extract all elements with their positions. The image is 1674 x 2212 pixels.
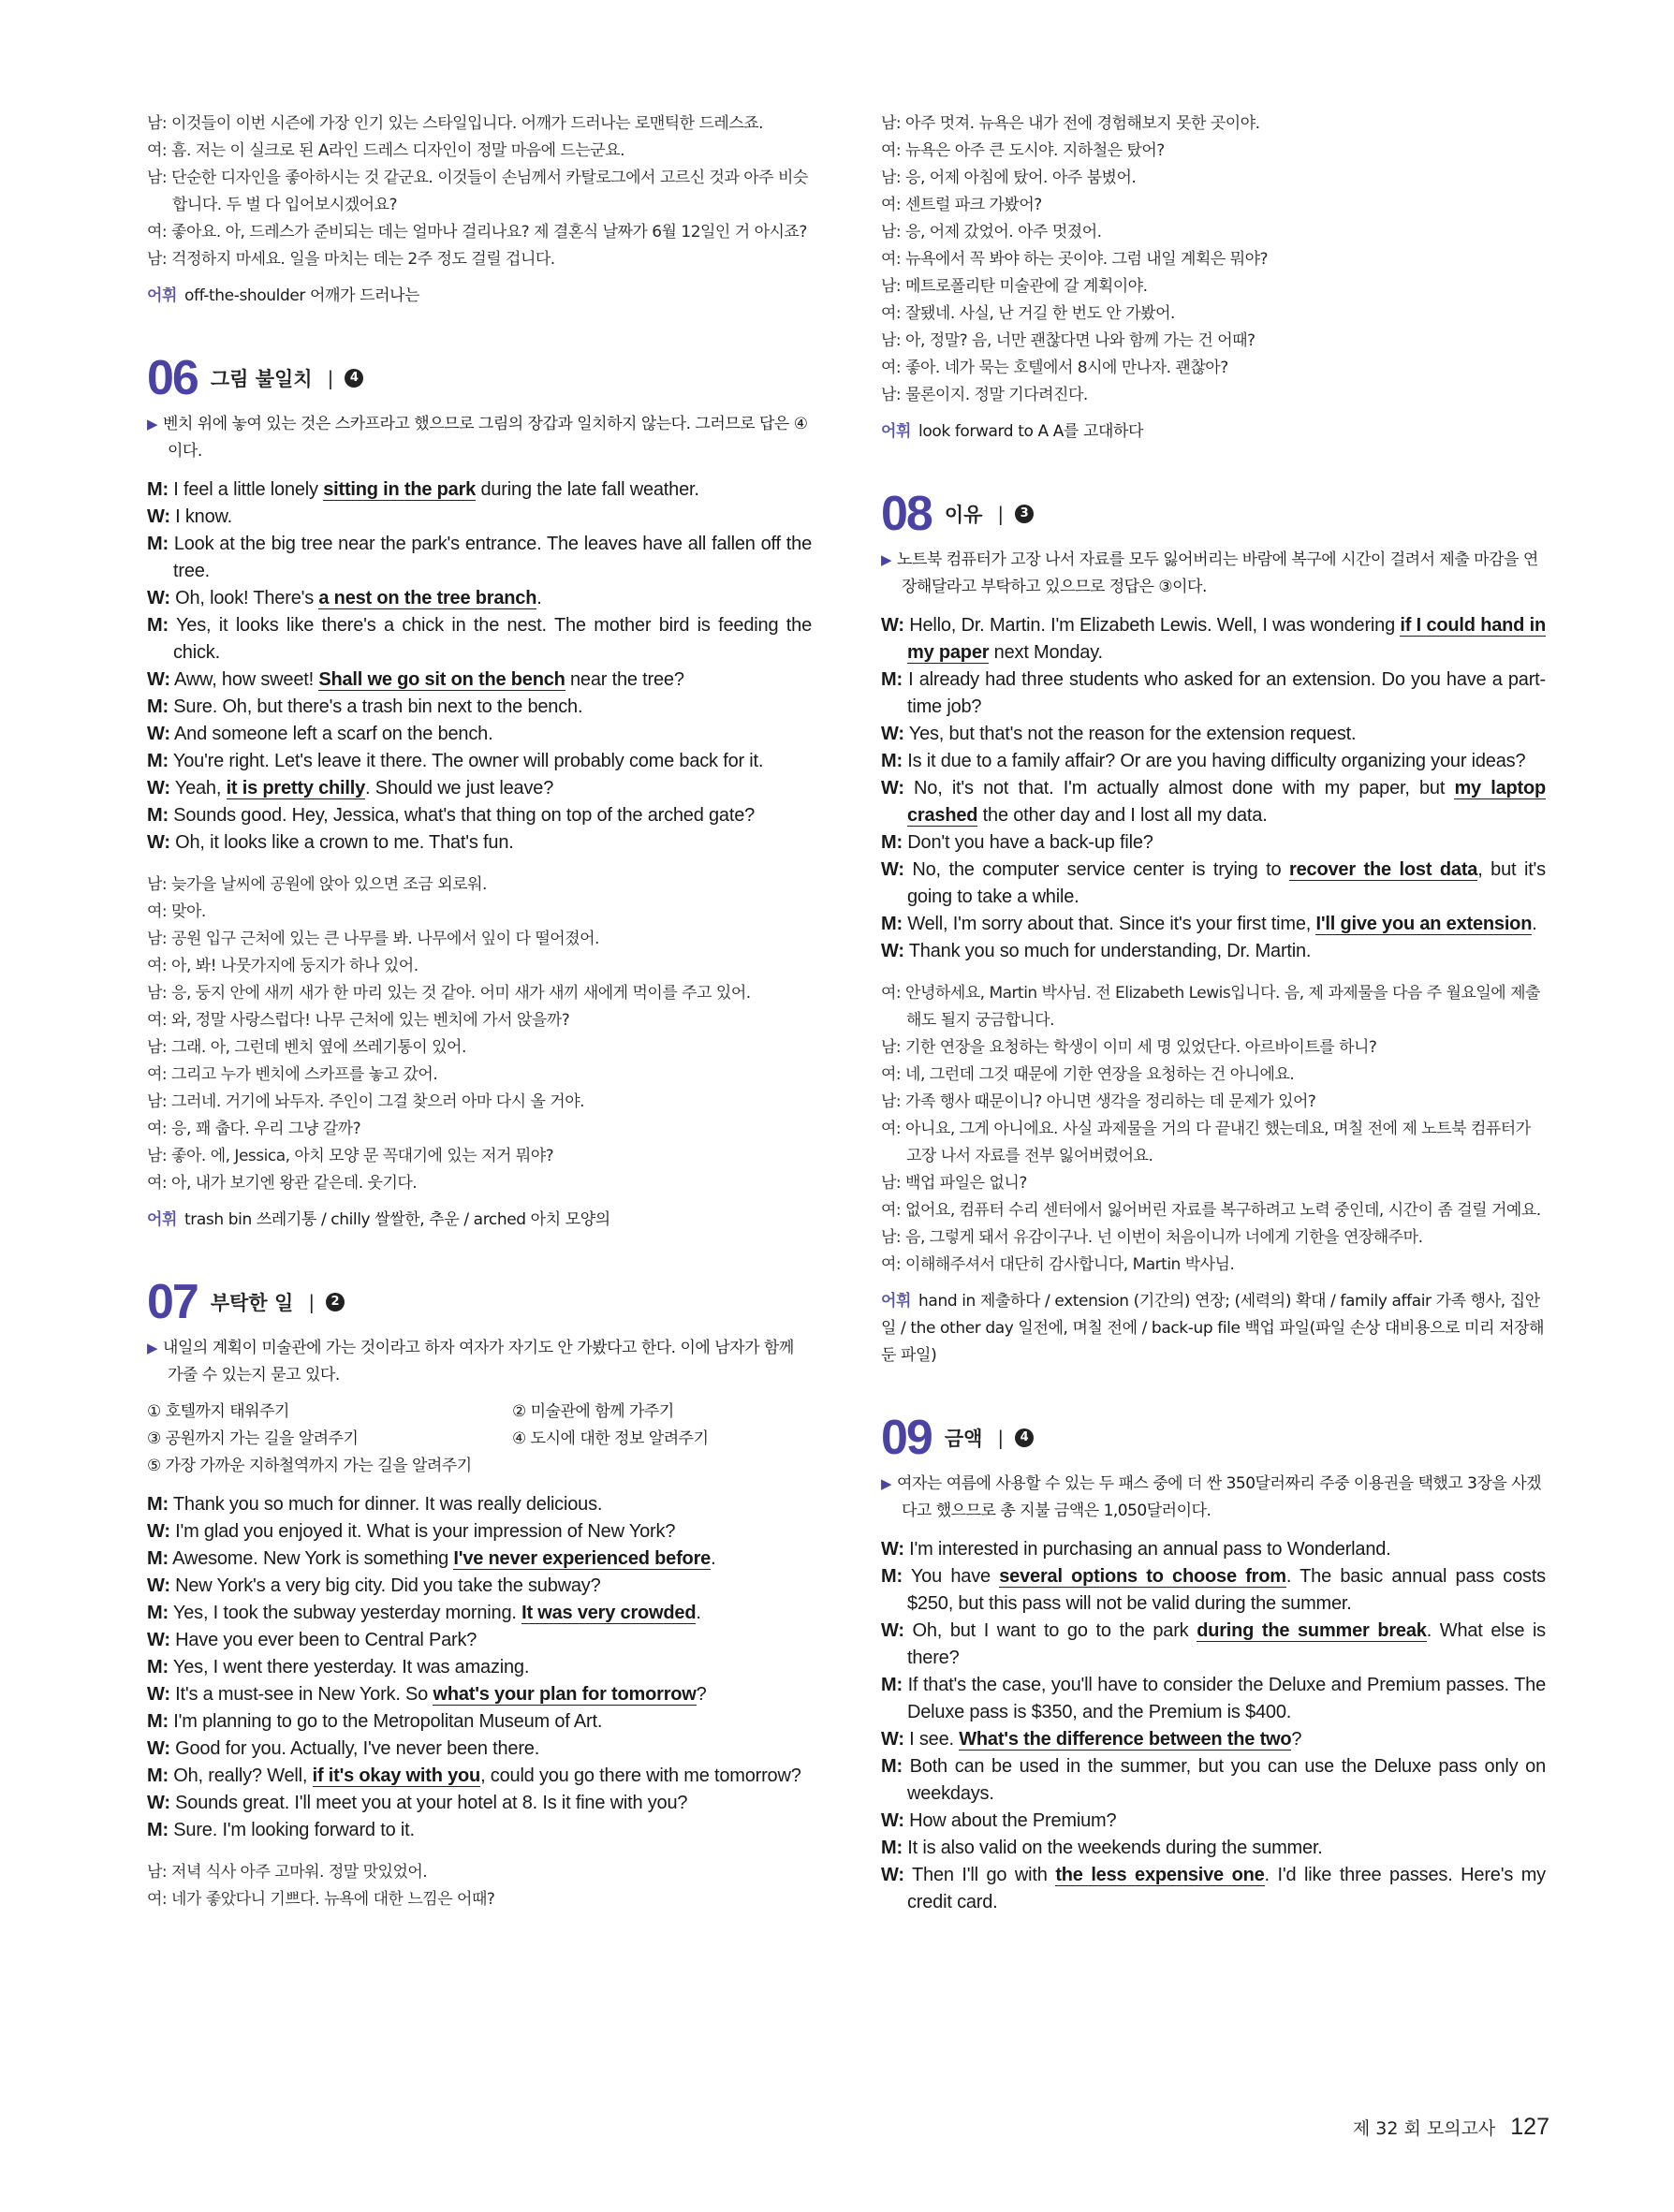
dialog-line: M: Yes, I went there yesterday. It was amazing. [147,1657,530,1677]
choice-2: ② 미술관에 함께 가주기 [512,1402,674,1421]
korean-line: 여: 아니요, 그게 아니에요. 사실 과제물을 거의 다 끝내긴 했는데요, 며칠 전에 제 노트북 컴퓨터가 고장 나서 자료를 전부 잃어버렸어요. [881,1120,1531,1165]
explain-text: 노트북 컴퓨터가 고장 나서 자료를 모두 잃어버리는 바람에 복구에 시간이 걸려서 제출 마감을 연장해달라고 부탁하고 있으므로 정답은 ③이다. [897,550,1538,596]
korean-line: 여: 네, 그런데 그것 때문에 기한 연장을 요청하는 건 아니에요. [881,1065,1295,1084]
speaker-label: W: [881,941,904,961]
key-phrase: the less expensive one [1055,1865,1265,1885]
vocab-tag: 어휘 [881,422,912,441]
section-06-dialog [147,476,812,857]
speaker-label: W: [881,1539,904,1560]
speaker-label: M: [147,1711,169,1732]
section-06-header [147,349,812,407]
dialog-line: M: Both can be used in the summer, but you can use the Deluxe pass only on weekdays. [881,1756,1546,1804]
speaker-label: W: [881,1865,904,1885]
dialog-line: W: Sounds great. I'll meet you at your hotel at 8. Is it fine with you? [147,1793,688,1813]
speaker-label: M: [881,832,903,853]
answer-badge: 3 [1015,505,1034,523]
left-column [147,110,812,1913]
korean-line: 여: 좋아요. 아, 드레스가 준비되는 데는 얼마나 걸리나요? 제 결혼식 날짜가 6월 12일인 거 아시죠? [147,223,807,242]
korean-line: 남: 걱정하지 마세요. 일을 마치는 데는 2주 정도 걸릴 겁니다. [147,250,555,269]
dialog-line: M: I'm planning to go to the Metropolitan Museum of Art. [147,1711,603,1732]
korean-line: 여: 네가 좋았다니 기쁘다. 뉴욕에 대한 느낌은 어때? [147,1890,495,1909]
korean-line: 여: 응, 꽤 춥다. 우리 그냥 갈까? [147,1120,361,1138]
section-title: 부탁한 일 [210,1292,294,1314]
speaker-label: M: [147,1494,169,1515]
dialog-line: W: I know. [147,506,232,527]
key-phrase: it is pretty chilly [226,778,366,798]
speaker-label: W: [147,1630,170,1650]
dialog-line: M: It is also valid on the weekends during the summer. [881,1838,1323,1858]
speaker-label: W: [881,1620,904,1641]
dialog-line: W: Oh, but I want to go to the park during the summer break. What else is there? [881,1620,1546,1668]
speaker-label: M: [147,1603,169,1623]
speaker-label: M: [147,615,169,636]
speaker-label: M: [881,914,903,934]
dialog-line: W: No, the computer service center is trying to recover the lost data, but it's going to take a while. [881,859,1546,907]
section-title: 금액 [944,1428,983,1450]
korean-line: 여: 아, 봐! 나뭇가지에 둥지가 하나 있어. [147,957,418,975]
section-number: 07 [147,1275,198,1329]
explain-text: 벤치 위에 놓여 있는 것은 스카프라고 했으므로 그림의 장갑과 일치하지 않는다. 그러므로 답은 ④이다. [163,415,808,461]
key-phrase: several options to choose from [999,1566,1286,1587]
speaker-label: W: [147,724,170,744]
dialog-line: W: No, it's not that. I'm actually almost done with my paper, but my laptop crashed the other day and I lost all my data. [881,778,1547,826]
dialog-line: W: Have you ever been to Central Park? [147,1630,477,1650]
dialog-line: M: You have several options to choose from. The basic annual pass costs $250, but this pass will not be valid during the summer. [881,1566,1546,1614]
korean-line: 여: 이해해주셔서 대단히 감사합니다, Martin 박사님. [881,1255,1235,1274]
korean-line: 남: 이것들이 이번 시즌에 가장 인기 있는 스타일입니다. 어깨가 드러나는 로맨틱한 드레스죠. [147,114,764,133]
page-footer [1353,2114,1549,2141]
korean-line: 여: 없어요, 컴퓨터 수리 센터에서 잃어버린 자료를 복구하려고 노력 중인데, 시간이 좀 걸릴 거예요. [881,1201,1541,1220]
section-title: 그림 불일치 [210,368,313,390]
korean-line: 여: 안녕하세요, Martin 박사님. 전 Elizabeth Lewis입니다. 음, 제 과제물을 다음 주 월요일에 제출해도 될지 궁금합니다. [881,984,1540,1030]
dialog-line: W: Aww, how sweet! Shall we go sit on the bench near the tree? [147,669,684,690]
dialog-line: M: Oh, really? Well, if it's okay with you, could you go there with me tomorrow? [147,1765,801,1786]
section-07-choices [147,1399,812,1480]
vocab-text: off-the-shoulder 어깨가 드러나는 [184,286,420,305]
key-phrase: Shall we go sit on the bench [318,669,565,690]
choice-3: ③ 공원까지 가는 길을 알려주기 [147,1429,359,1448]
korean-line: 남: 메트로폴리탄 미술관에 갈 계획이야. [881,277,1148,296]
korean-line: 남: 백업 파일은 없니? [881,1174,1027,1193]
dialog-line: W: I see. What's the difference between the two? [881,1729,1302,1750]
korean-line: 여: 아, 내가 보기엔 왕관 같은데. 웃기다. [147,1174,418,1193]
key-phrase: a nest on the tree branch [318,588,537,608]
speaker-label: M: [147,696,169,717]
section-08-explain [881,547,1546,601]
korean-line: 남: 음, 그렇게 돼서 유감이구나. 넌 이번이 처음이니까 너에게 기한을 연장해주마. [881,1228,1423,1247]
page-number: 127 [1510,2114,1549,2140]
section-06-vocab [147,1207,812,1234]
vocab-text: trash bin 쓰레기통 / chilly 쌀쌀한, 추운 / arched 아치 모양의 [184,1210,610,1229]
dialog-line: M: Sounds good. Hey, Jessica, what's that thing on top of the arched gate? [147,805,756,826]
dialog-line: W: New York's a very big city. Did you take the subway? [147,1575,601,1596]
speaker-label: M: [881,669,903,690]
section-08-korean [881,980,1546,1279]
dialog-line: W: Thank you so much for understanding, Dr. Martin. [881,941,1312,961]
dialog-line: M: Well, I'm sorry about that. Since it's your first time, I'll give you an extension. [881,914,1537,934]
choice-5: ⑤ 가장 가까운 지하철역까지 가는 길을 알려주기 [147,1457,472,1475]
dialog-line: W: How about the Premium? [881,1810,1117,1831]
korean-line: 남: 그래. 아, 그런데 벤치 옆에 쓰레기통이 있어. [147,1038,466,1057]
speaker-label: W: [147,778,170,798]
triangle-icon: ▶ [147,1340,158,1356]
dialog-line: M: I already had three students who asked for an extension. Do you have a part-time job? [881,669,1546,717]
intro-vocab [147,283,812,310]
section-06-explain [147,411,812,465]
speaker-label: W: [881,778,904,798]
dialog-line: M: Look at the big tree near the park's entrance. The leaves have all fallen off the tree. [147,534,812,581]
key-phrase: my laptop crashed [907,778,1547,826]
korean-line: 남: 아주 멋져. 뉴욕은 내가 전에 경험해보지 못한 곳이야. [881,114,1260,133]
exam-label: 제 32 회 모의고사 [1352,2118,1496,2139]
section-07-explain [147,1335,812,1389]
section-07-korean-continued [881,110,1546,409]
dialog-line: M: Sure. I'm looking forward to it. [147,1820,415,1840]
key-phrase: I've never experienced before [453,1548,712,1569]
triangle-icon: ▶ [147,416,158,432]
dialog-line: M: Is it due to a family affair? Or are you having difficulty organizing your ideas? [881,751,1526,771]
korean-line: 남: 저녁 식사 아주 고마워. 정말 맛있었어. [147,1863,428,1882]
section-number: 08 [881,487,932,541]
speaker-label: M: [881,1566,903,1587]
korean-line: 남: 단순한 디자인을 좋아하시는 것 같군요. 이것들이 손님께서 카탈로그에서 고르신 것과 아주 비슷합니다. 두 벌 다 입어보시겠어요? [147,168,808,214]
speaker-label: M: [147,534,169,554]
key-phrase: what's your plan for tomorrow [433,1684,697,1705]
choice-1: ① 호텔까지 태워주기 [147,1402,289,1421]
section-divider: | [308,1291,316,1313]
key-phrase: sitting in the park [323,479,477,500]
vocab-tag: 어휘 [147,286,178,305]
dialog-line: M: Don't you have a back-up file? [881,832,1153,853]
section-08-header [881,485,1546,543]
section-09-header [881,1409,1546,1467]
dialog-line: W: Yes, but that's not the reason for the extension request. [881,724,1357,744]
dialog-line: W: Then I'll go with the less expensive one. I'd like three passes. Here's my credit card. [881,1865,1546,1912]
korean-line: 여: 뉴욕은 아주 큰 도시야. 지하철은 탔어? [881,141,1165,160]
choice-4: ④ 도시에 대한 정보 알려주기 [512,1429,709,1448]
vocab-tag: 어휘 [881,1292,912,1311]
triangle-icon: ▶ [881,551,892,568]
dialog-line: W: I'm interested in purchasing an annual pass to Wonderland. [881,1539,1391,1560]
korean-line: 여: 잘됐네. 사실, 난 거길 한 번도 안 가봤어. [881,304,1175,323]
speaker-label: M: [881,1675,903,1695]
speaker-label: W: [147,1521,170,1542]
dialog-line: W: Hello, Dr. Martin. I'm Elizabeth Lewis. Well, I was wondering if I could hand in my paper next Monday. [881,615,1546,663]
dialog-line: M: Yes, I took the subway yesterday morning. It was very crowded. [147,1603,701,1623]
speaker-label: W: [147,1738,170,1759]
section-divider: | [997,1427,1005,1449]
section-09-explain [881,1471,1546,1525]
speaker-label: W: [147,506,170,527]
speaker-label: W: [881,615,904,636]
korean-line: 남: 응, 둥지 안에 새끼 새가 한 마리 있는 것 같아. 어미 새가 새끼 새에게 먹이를 주고 있어. [147,984,751,1003]
korean-line: 여: 흠. 저는 이 실크로 된 A라인 드레스 디자인이 정말 마음에 드는군요. [147,141,624,160]
korean-line: 남: 물론이지. 정말 기다려진다. [881,386,1088,404]
speaker-label: W: [147,588,170,608]
section-divider: | [327,367,334,389]
dialog-line: M: If that's the case, you'll have to consider the Deluxe and Premium passes. The Deluxe pass is $350, and the Premium is $400. [881,1675,1546,1722]
korean-line: 남: 기한 연장을 요청하는 학생이 이미 세 명 있었단다. 아르바이트를 하니? [881,1038,1377,1057]
speaker-label: M: [147,805,169,826]
section-title: 이유 [944,504,983,526]
section-09-dialog [881,1536,1546,1916]
key-phrase: during the summer break [1197,1620,1427,1641]
key-phrase: if it's okay with you [312,1765,481,1786]
section-number: 09 [881,1411,932,1465]
key-phrase: recover the lost data [1289,859,1478,880]
dialog-line: W: Yeah, it is pretty chilly. Should we just leave? [147,778,554,798]
korean-line: 남: 공원 입구 근처에 있는 큰 나무를 봐. 나무에서 잎이 다 떨어졌어. [147,930,599,948]
korean-line: 여: 맞아. [147,902,206,921]
dialog-line: M: Sure. Oh, but there's a trash bin next to the bench. [147,696,583,717]
speaker-label: M: [147,751,169,771]
key-phrase: if I could hand in my paper [907,615,1546,663]
korean-line: 여: 와, 정말 사랑스럽다! 나무 근처에 있는 벤치에 가서 앉을까? [147,1011,570,1030]
speaker-label: W: [147,832,170,853]
vocab-text: look forward to A A를 고대하다 [918,422,1144,441]
dialog-line: M: I feel a little lonely sitting in the park during the late fall weather. [147,479,699,500]
korean-line: 남: 가족 행사 때문이니? 아니면 생각을 정리하는 데 문제가 있어? [881,1092,1316,1111]
korean-line: 남: 늦가을 날씨에 공원에 앉아 있으면 조금 외로워. [147,875,487,894]
dialog-line: W: Oh, look! There's a nest on the tree branch. [147,588,542,608]
vocab-tag: 어휘 [147,1210,178,1229]
answer-badge: 2 [326,1293,345,1311]
speaker-label: M: [147,1765,169,1786]
speaker-label: W: [147,1684,170,1705]
speaker-label: W: [881,724,904,744]
korean-line: 남: 아, 정말? 음, 너만 괜찮다면 나와 함께 가는 건 어때? [881,331,1256,350]
dialog-line: W: It's a must-see in New York. So what's your plan for tomorrow? [147,1684,707,1705]
korean-line: 남: 응, 어제 갔었어. 아주 멋졌어. [881,223,1102,242]
dialog-line: W: I'm glad you enjoyed it. What is your impression of New York? [147,1521,676,1542]
korean-line: 여: 그리고 누가 벤치에 스카프를 놓고 갔어. [147,1065,438,1084]
section-08-vocab [881,1288,1546,1370]
section-07-dialog [147,1491,812,1844]
right-column [881,110,1546,1916]
korean-line: 남: 응, 어제 아침에 탔어. 아주 붐볐어. [881,168,1137,187]
key-phrase: It was very crowded [521,1603,697,1623]
speaker-label: M: [147,1548,169,1569]
korean-line: 여: 뉴욕에서 꼭 봐야 하는 곳이야. 그럼 내일 계획은 뭐야? [881,250,1269,269]
section-07-header [147,1273,812,1331]
section-divider: | [997,503,1005,525]
dialog-line: M: Thank you so much for dinner. It was really delicious. [147,1494,603,1515]
key-phrase: I'll give you an extension [1315,914,1533,934]
korean-line: 남: 좋아. 에, Jessica, 아치 모양 문 꼭대기에 있는 저거 뭐야? [147,1147,554,1165]
speaker-label: M: [147,1657,169,1677]
speaker-label: W: [881,1729,904,1750]
answer-badge: 4 [1015,1428,1034,1447]
explain-text: 여자는 여름에 사용할 수 있는 두 패스 중에 더 싼 350달러짜리 주중 이용권을 택했고 3장을 사겠다고 했으므로 총 지불 금액은 1,050달러이다. [897,1474,1542,1520]
speaker-label: M: [881,1756,903,1777]
speaker-label: W: [881,1810,904,1831]
section-06-korean [147,872,812,1197]
dialog-line: M: Yes, it looks like there's a chick in the nest. The mother bird is feeding the chick. [147,615,812,663]
speaker-label: W: [147,1575,170,1596]
section-08-dialog [881,612,1546,965]
dialog-line: M: You're right. Let's leave it there. The owner will probably come back for it. [147,751,764,771]
speaker-label: M: [147,1820,169,1840]
triangle-icon: ▶ [881,1475,892,1492]
intro-korean [147,110,812,273]
answer-badge: 4 [345,369,363,388]
dialog-line: W: Good for you. Actually, I've never been there. [147,1738,540,1759]
vocab-text: hand in 제출하다 / extension (기간의) 연장; (세력의) 확대 / family affair 가족 행사, 집안일 / the other day 일전에, 며칠 전에 / back-up file 백업 파일(파일 손상 대비용으로 미리 저장해둔 파일) [881,1292,1545,1365]
section-number: 06 [147,351,198,405]
korean-line: 남: 그러네. 거기에 놔두자. 주인이 그걸 찾으러 아마 다시 올 거야. [147,1092,585,1111]
speaker-label: W: [881,859,904,880]
dialog-line: W: Oh, it looks like a crown to me. That's fun. [147,832,514,853]
explain-text: 내일의 계획이 미술관에 가는 것이라고 하자 여자가 자기도 안 가봤다고 한다. 이에 남자가 함께 가줄 수 있는지 묻고 있다. [163,1339,794,1384]
korean-line: 여: 센트럴 파크 가봤어? [881,196,1042,214]
section-07-vocab [881,418,1546,446]
dialog-line: M: Awesome. New York is something I've never experienced before. [147,1548,716,1569]
speaker-label: M: [147,479,169,500]
speaker-label: M: [881,1838,903,1858]
section-07-korean [147,1859,812,1913]
speaker-label: M: [881,751,903,771]
korean-line: 여: 좋아. 네가 묵는 호텔에서 8시에 만나자. 괜찮아? [881,359,1228,377]
speaker-label: W: [147,1793,170,1813]
dialog-line: W: And someone left a scarf on the bench. [147,724,493,744]
key-phrase: What's the difference between the two [959,1729,1292,1750]
speaker-label: W: [147,669,170,690]
